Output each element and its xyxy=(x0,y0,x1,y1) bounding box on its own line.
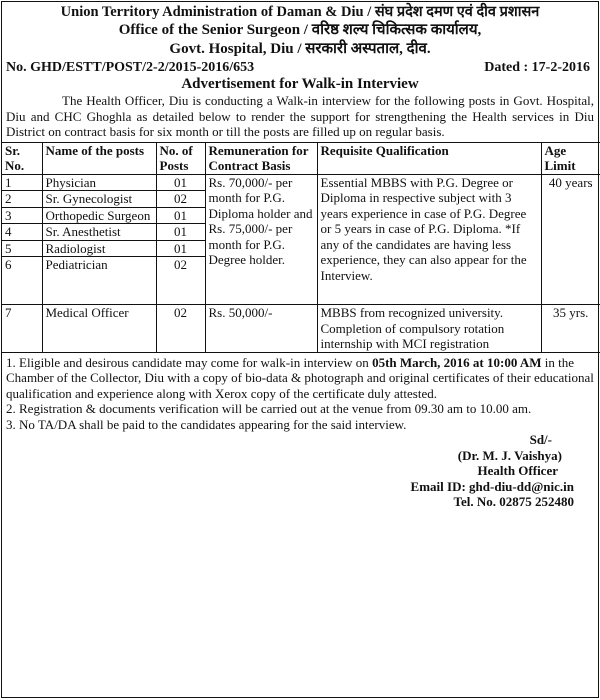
note-1-text-continued: in the Chamber of the Collector, Diu with a copy of bio-data & photograph and original certificates of their educational qualification and experience along with Xerox copy of the certificate duly attested. xyxy=(6,354,594,401)
posts-table xyxy=(2,142,600,353)
col-header-remuneration: Remuneration for Contract Basis xyxy=(205,142,317,174)
cell-post-name: Radiologist xyxy=(42,240,156,257)
signature-block xyxy=(2,432,598,510)
cell-post-name: Sr. Anesthetist xyxy=(42,224,156,241)
reference-line xyxy=(2,59,598,76)
cell-post-name: Pediatrician xyxy=(42,257,156,305)
col-header-qualification: Requisite Qualification xyxy=(317,142,541,174)
cell-remuneration: Rs. 50,000/- xyxy=(205,305,317,353)
note-1-text: 1. Eligible and desirous candidate may come for walk-in interview on xyxy=(6,354,373,370)
col-header-age: Age Limit xyxy=(541,142,600,174)
cell-sr: 1 xyxy=(2,174,42,191)
contact-email: Email ID: ghd-diu-dd@nic.in xyxy=(410,478,574,494)
cell-qualification-group: Essential MBBS with P.G. Degree or Diploma in respective subject with 3 years experience in case of P.G. Degree or 5 years in case of P.G. Diploma. *If any of the candidates are having less experience, they can also appear for the Interview. xyxy=(317,174,541,305)
reference-number: No. GHD/ESTT/POST/2-2/2015-2016/653 xyxy=(6,60,255,75)
table-row xyxy=(2,305,600,353)
cell-posts: 01 xyxy=(156,240,205,257)
signature-sd: Sd/- xyxy=(529,432,552,447)
cell-sr: 4 xyxy=(2,224,42,241)
contact-telephone: Tel. No. 02875 252480 xyxy=(453,494,574,509)
cell-posts: 02 xyxy=(156,305,205,353)
note-2: 2. Registration & documents verification will be carried out at the venue from 09.30 am to 10.00 am. xyxy=(6,401,532,416)
advertisement-page xyxy=(1,1,599,698)
cell-post-name: Physician xyxy=(42,174,156,191)
cell-qualification: MBBS from recognized university. Completion of compulsory rotation internship with MCI registration xyxy=(317,305,541,353)
cell-remuneration-group: Rs. 70,000/- per month for P.G. Diploma holder and Rs. 75,000/- per month for P.G. Degree holder. xyxy=(205,174,317,305)
col-header-sr: Sr. No. xyxy=(2,142,42,174)
cell-post-name: Sr. Gynecologist xyxy=(42,191,156,208)
col-header-name: Name of the posts xyxy=(42,142,156,174)
table-row xyxy=(2,174,600,191)
cell-posts: 02 xyxy=(156,191,205,208)
cell-post-name: Medical Officer xyxy=(42,305,156,353)
cell-posts: 01 xyxy=(156,207,205,224)
signatory-name: (Dr. M. J. Vaishya) xyxy=(457,447,562,463)
cell-posts: 01 xyxy=(156,174,205,191)
cell-age: 35 yrs. xyxy=(541,305,600,353)
header-line-hospital: Govt. Hospital, Diu / सरकारी अस्पताल, दीव. xyxy=(169,41,431,57)
cell-age-group: 40 years xyxy=(541,174,600,305)
cell-sr: 3 xyxy=(2,207,42,224)
header-line-office: Office of the Senior Surgeon / वरिष्ठ शल्य चिकित्सक कार्यालय, xyxy=(118,22,482,38)
cell-posts: 02 xyxy=(156,257,205,305)
header-line-administration: Union Territory Administration of Daman & Diu / संघ प्रदेश दमण एवं दीव प्रशासन xyxy=(60,4,540,20)
interview-datetime: 05th March, 2016 at 10:00 AM xyxy=(372,354,542,370)
cell-post-name: Orthopedic Surgeon xyxy=(42,207,156,224)
intro-paragraph: The Health Officer, Diu is conducting a Walk-in interview for the following posts in Govt. Hospital, Diu and CHC Ghoghla as detailed below to render the support for strengthening the Health services in Diu District on contract basis for six month or till the posts are filled up on regular basis. xyxy=(6,93,594,139)
date: Dated : 17-2-2016 xyxy=(484,60,590,75)
col-header-posts: No. of Posts xyxy=(156,142,205,174)
cell-sr: 7 xyxy=(2,305,42,353)
cell-posts: 01 xyxy=(156,224,205,241)
page-title: Advertisement for Walk-in Interview xyxy=(181,76,419,92)
cell-sr: 5 xyxy=(2,240,42,257)
note-1 xyxy=(6,355,594,402)
cell-sr: 2 xyxy=(2,191,42,208)
signatory-designation: Health Officer xyxy=(477,463,558,478)
cell-sr: 6 xyxy=(2,257,42,305)
notes-section xyxy=(2,353,598,433)
table-header-row xyxy=(2,142,600,174)
note-3: 3. No TA/DA shall be paid to the candidates appearing for the said interview. xyxy=(6,416,407,432)
